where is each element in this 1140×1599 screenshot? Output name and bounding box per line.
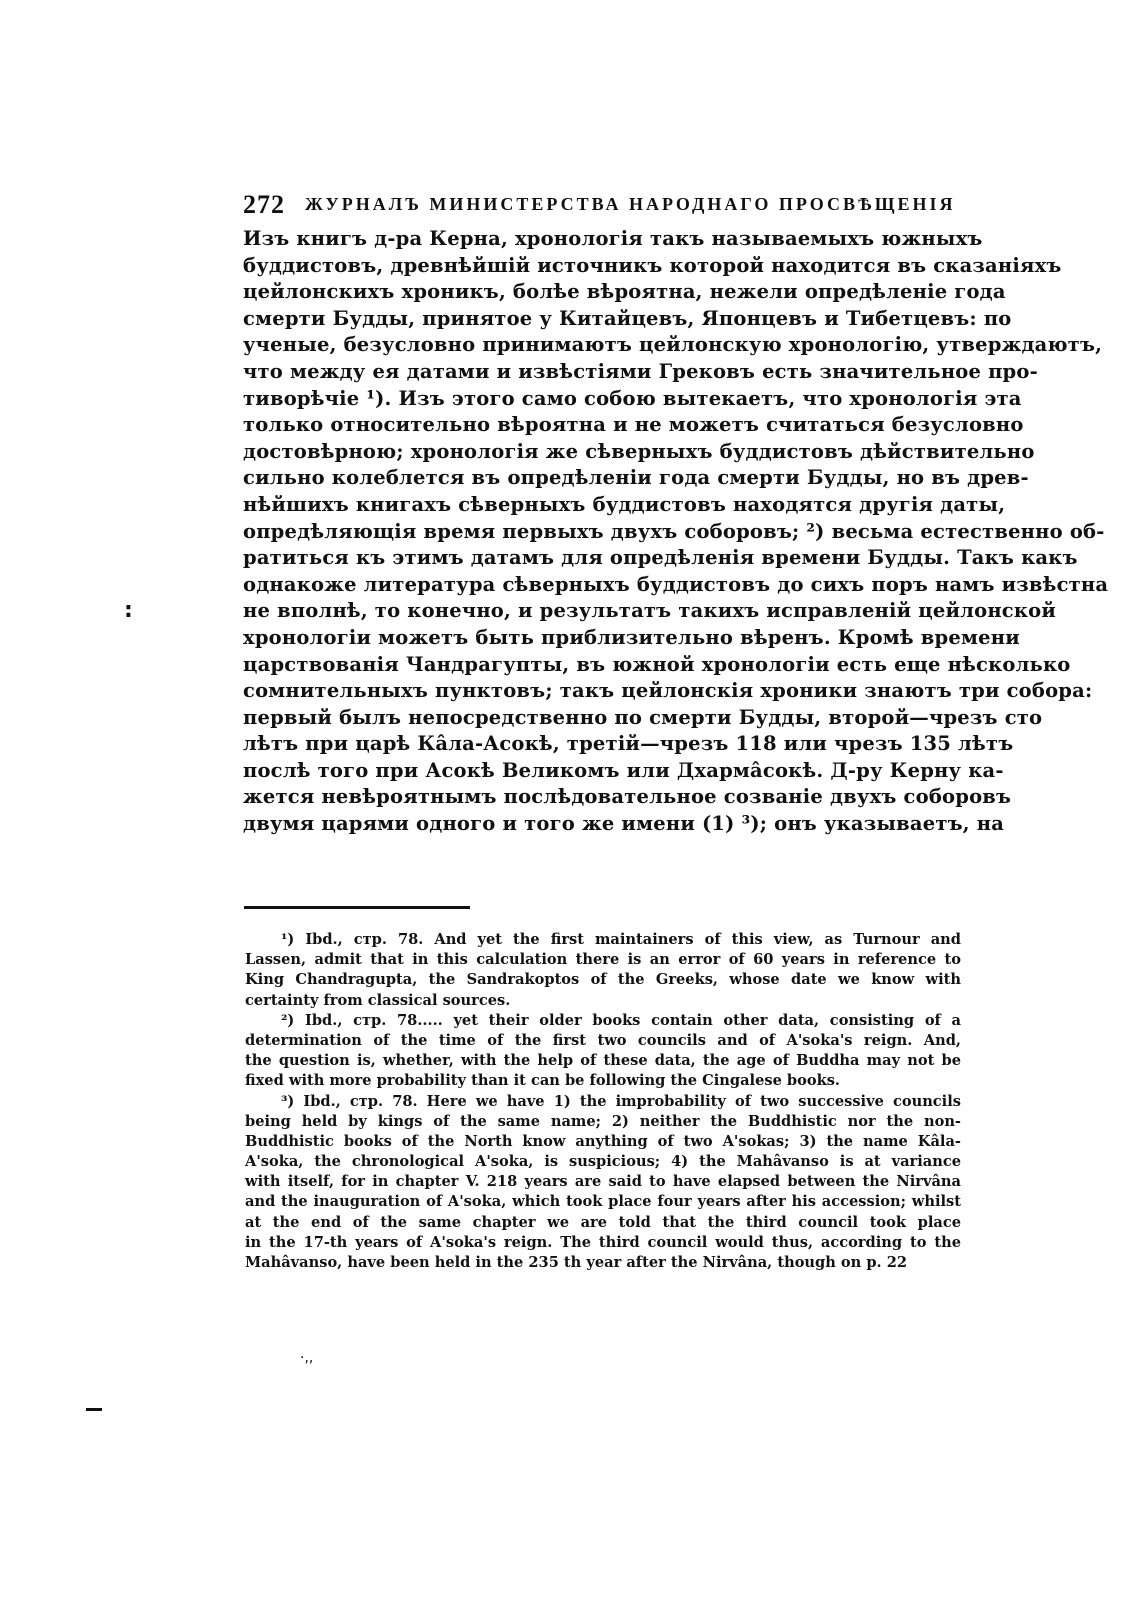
footnotes-block [245,930,961,1273]
body-text-line: лѣтъ при царѣ Кâла-Асокѣ, третій—чрезъ 118 или чрезъ 135 лѣтъ [243,732,1014,756]
body-text-line: не вполнѣ, то конечно, и результатъ такихъ исправленій цейлонской [243,599,1057,623]
footnote-line: Lassen, admit that in this calculation there is an error of 60 years in reference to [245,951,961,969]
body-text-line: тиворѣчіе ¹). Изъ этого само собою вытекаетъ, что хронологія эта [243,386,1022,410]
footnote-line: determination of the time of the first two councils and of A'soka's reign. And, [245,1031,961,1049]
body-text-line: достовѣрною; хронологія же сѣверныхъ буддистовъ дѣйствительно [243,439,1035,463]
body-text-line: жется невѣроятнымъ послѣдовательное созваніе двухъ соборовъ [243,785,1012,809]
footnote-line: certainty from classical sources. [245,991,511,1009]
main-text-block [243,226,1109,838]
body-text-line: сильно колеблется въ опредѣленіи года смерти Будды, но въ древ- [243,466,1029,490]
footnote-line: in the 17-th years of A'soka's reign. The third council would thus, according to the [245,1233,961,1251]
footnote-line: Buddhistic books of the North know anything of two A'sokas; 3) the name Kâla- [245,1132,961,1150]
footnote-line: King Chandragupta, the Sandrakoptos of the Greeks, whose date we know with [245,971,961,989]
body-text-line: нѣйшихъ книгахъ сѣверныхъ буддистовъ находятся другія даты, [243,492,1006,516]
margin-tick-mark: ·,, [300,1350,314,1366]
footnote-line: A'soka, the chronological A'soka, is suspicious; 4) the Mahâvanso is at variance [245,1153,961,1171]
body-text-line: только относительно вѣроятна и не можетъ считаться безусловно [243,413,1024,437]
footnote-line: ¹) Ibd., стр. 78. And yet the first maintainers of this view, as Turnour and [281,931,961,948]
body-text-line: ученые, безусловно принимаютъ цейлонскую хронологію, утверждаютъ, [243,333,1103,357]
body-text-line: буддистовъ, древнѣйшій источникъ которой находится въ сказаніяхъ [243,253,1062,277]
body-text-line: опредѣляющія время первыхъ двухъ соборовъ; ²) весьма естественно об- [243,519,1105,543]
body-text-line: двумя царями одного и того же имени (1) ³); онъ указываетъ, на [243,812,1005,836]
margin-colon-mark: : [124,598,133,623]
footnote-line: fixed with more probability than it can be following the Cingalese books. [245,1072,841,1090]
footnote-line: with itself, for in chapter V. 218 years are said to have elapsed between the Nirvâna [245,1173,961,1191]
body-text-line: царствованія Чандрагупты, въ южной хронологіи есть еще нѣсколько [243,652,1071,676]
footnote-line: ²) Ibd., стр. 78..... yet their older books contain other data, consisting of a [281,1011,961,1029]
body-text-line: что между ея датами и извѣстіями Грековъ есть значительное про- [243,359,1038,383]
footnote-separator-rule [244,906,470,909]
footnote-line: Mahâvanso, have been held in the 235 th year after the Nirvâna, though on p. 22 [245,1254,908,1271]
body-text-line: ратиться къ этимъ датамъ для опредѣленія времени Будды. Такъ какъ [243,546,1078,570]
scan-dash-mark [86,1408,102,1411]
running-title: ЖУРНАЛЪ МИНИСТЕРСТВА НАРОДНАГО ПРОСВѢЩЕНІЯ [305,194,956,214]
page-number: 272 [243,190,285,219]
footnote-line: ³) Ibd., стр. 78. Here we have 1) the improbability of two successive councils [281,1092,961,1110]
body-text-line: Изъ книгъ д-ра Керна, хронологія такъ называемыхъ южныхъ [243,227,983,250]
running-header [243,190,1003,218]
body-text-line: цейлонскихъ хроникъ, болѣе вѣроятна, нежели опредѣленіе года [243,280,1006,304]
footnote-line: the question is, whether, with the help of these data, the age of Buddha may not be [245,1052,961,1070]
body-text-line: смерти Будды, принятое у Китайцевъ, Японцевъ и Тибетцевъ: по [243,306,1012,330]
body-text-line: однакоже литература сѣверныхъ буддистовъ до сихъ поръ намъ извѣстна [243,572,1109,596]
body-text-line: послѣ того при Асокѣ Великомъ или Дхармâсокѣ. Д-ру Керну ка- [243,758,1004,782]
body-text-line: первый былъ непосредственно по смерти Будды, второй—чрезъ сто [243,705,1043,729]
body-text-line: хронологіи можетъ быть приблизительно вѣренъ. Кромѣ времени [243,625,1020,649]
body-text-line: сомнительныхъ пунктовъ; такъ цейлонскія хроники знаютъ три собора: [243,679,1093,703]
footnote-line: and the inauguration of A'soka, which took place four years after his accession; whilst [245,1193,961,1211]
footnote-line: at the end of the same chapter we are told that the third council took place [245,1213,961,1231]
footnote-line: being held by kings of the same name; 2) neither the Buddhistic nor the non- [245,1112,961,1130]
